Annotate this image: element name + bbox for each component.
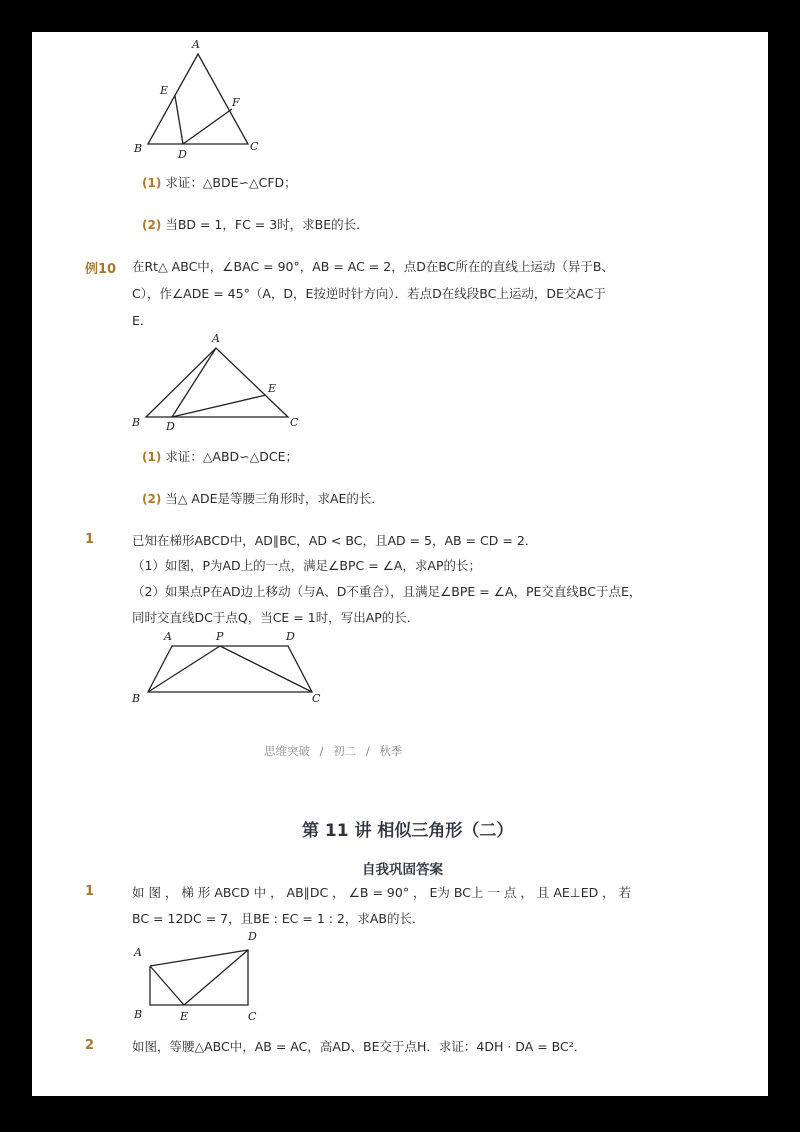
answer-1-label: 1: [85, 884, 95, 899]
problem-1-line-1: 已知在梯形ABCD中，AD∥BC，AD < BC，且AD = 5，AB = CD = 2．: [132, 533, 538, 548]
svg-text:A: A: [134, 946, 142, 959]
svg-text:D: D: [166, 420, 175, 433]
example-10-line-1: 在Rt△ ABC中，∠BAC = 90°，AB = AC = 2，点D在BC所在的直线上运动（异于B、: [132, 259, 614, 274]
answer-2-label: 2: [85, 1038, 95, 1053]
svg-text:D: D: [286, 630, 295, 643]
figure-trapezoid-abcd-right: [128, 926, 278, 1026]
svg-text:E: E: [160, 84, 169, 97]
svg-text:A: A: [212, 332, 220, 345]
figure-triangle-bde-cfd: [128, 34, 278, 164]
answer-1-line-2: BC = 12DC = 7，且BE : EC = 1 : 2，求AB的长．: [132, 911, 425, 926]
problem-1-line-2: （1）如图，P为AD上的一点，满足∠BPC = ∠A，求AP的长；: [132, 558, 481, 573]
svg-text:A: A: [164, 630, 172, 643]
question-part-1: (1) 求证：△BDE∽△CFD；: [142, 175, 297, 190]
example-10-label: 例10: [85, 262, 117, 277]
figure-trapezoid-abcd: [128, 628, 328, 708]
svg-text:F: F: [232, 96, 240, 109]
question-part-2: (2) 当BD = 1，FC = 3时，求BE的长．: [142, 217, 369, 232]
svg-text:E: E: [268, 382, 277, 395]
svg-text:C: C: [312, 692, 321, 705]
example-10-part-1: (1) 求证：△ABD∽△DCE；: [142, 449, 299, 464]
svg-text:D: D: [178, 148, 187, 161]
svg-text:E: E: [180, 1010, 189, 1023]
svg-text:C: C: [290, 416, 299, 429]
lecture-subtitle: 自我巩固答案: [362, 862, 443, 878]
lecture-title: 第 11 讲 相似三角形（二）: [302, 821, 514, 841]
svg-text:P: P: [216, 630, 224, 643]
example-10-line-3: E．: [132, 313, 153, 328]
svg-text:C: C: [250, 140, 259, 153]
problem-1-line-4: 同时交直线DC于点Q，当CE = 1时，写出AP的长．: [132, 610, 420, 625]
example-10-part-2: (2) 当△ ADE是等腰三角形时，求AE的长．: [142, 491, 384, 506]
problem-1-label: 1: [85, 532, 95, 547]
document-page: [32, 32, 768, 1096]
svg-text:B: B: [134, 1008, 143, 1021]
svg-text:C: C: [248, 1010, 257, 1023]
svg-text:B: B: [132, 692, 141, 705]
page-footer: 思维突破 / 初二 / 秋季: [264, 744, 403, 758]
problem-1-line-3: （2）如果点P在AD边上移动（与A、D不重合），且满足∠BPE = ∠A，PE交直线BC于点E，: [132, 584, 642, 599]
svg-text:B: B: [134, 142, 143, 155]
answer-2-text: 如图，等腰△ABC中，AB = AC，高AD、BE交于点H．求证：4DH · DA = BC²．: [132, 1039, 587, 1054]
svg-text:D: D: [248, 930, 257, 943]
svg-text:B: B: [132, 416, 141, 429]
svg-text:A: A: [192, 38, 200, 51]
example-10-line-2: C），作∠ADE = 45°（A，D，E按逆时针方向）．若点D在线段BC上运动，DE交AC于: [132, 286, 606, 301]
figure-triangle-abd-dce: [128, 328, 308, 438]
answer-1-line-1: 如 图 ， 梯 形 ABCD 中 ， AB∥DC ， ∠B = 90° ， E为 BC上 一 点 ， 且 AE⊥ED ， 若: [132, 885, 632, 900]
